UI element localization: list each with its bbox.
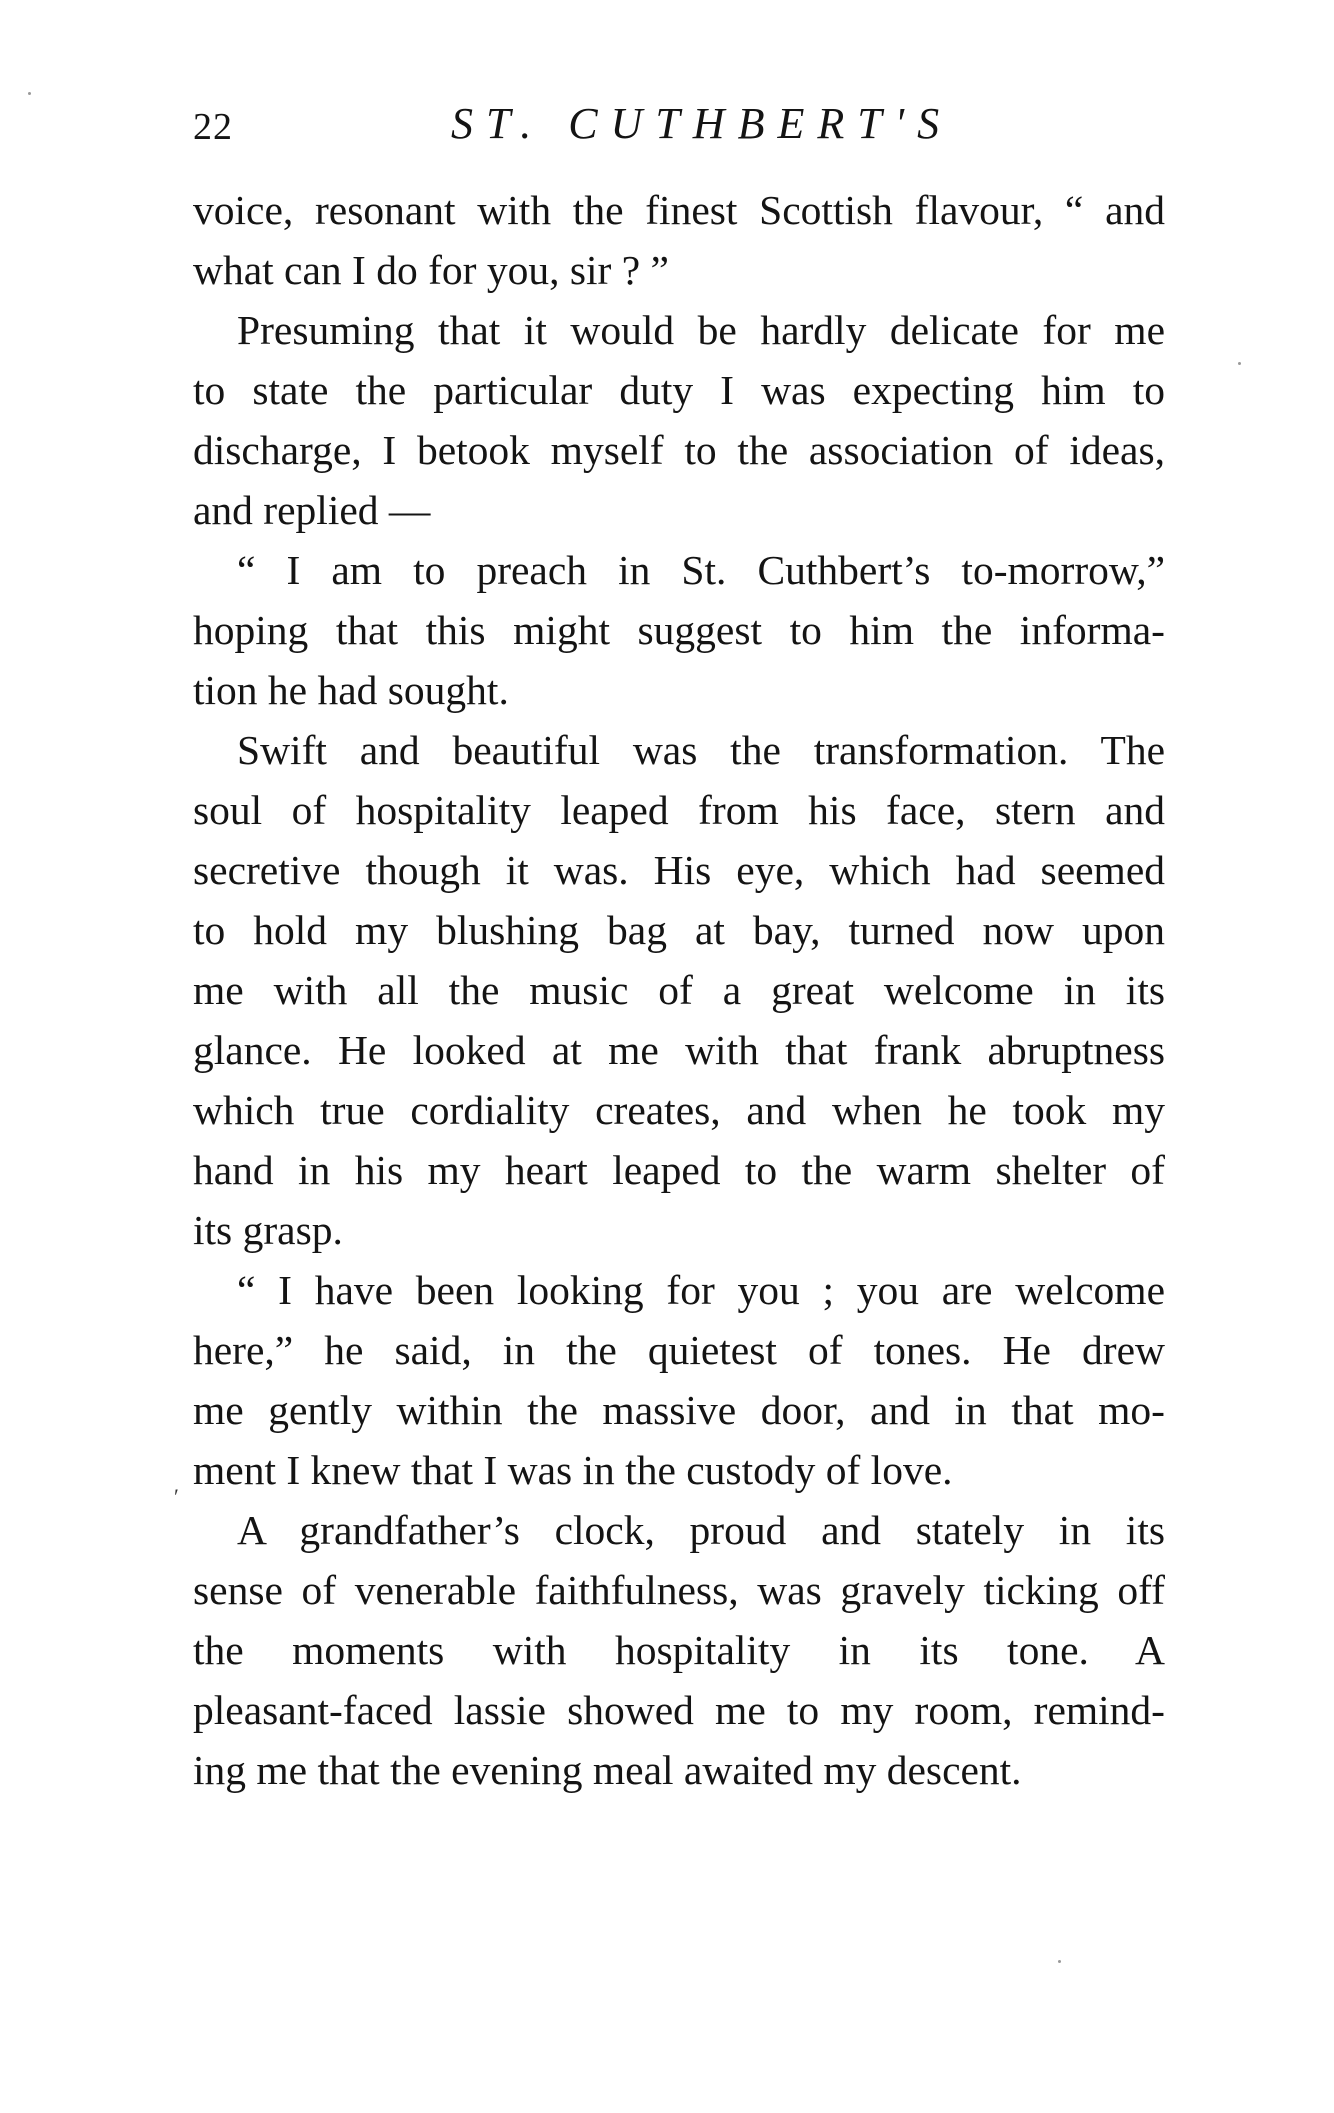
text-line: which true cordiality creates, and when he took my — [193, 1087, 1165, 1133]
paper-speck — [1058, 1960, 1061, 1963]
text-line: here,” he said, in the quietest of tones. He drew — [193, 1327, 1165, 1373]
text-line: Presuming that it would be hardly delicate for me — [237, 307, 1165, 353]
margin-ink-mark: ′ — [174, 1484, 179, 1509]
text-line: sense of venerable faithfulness, was gravely ticking off — [193, 1567, 1165, 1613]
text-line: tion he had sought. — [193, 667, 509, 713]
text-line: and replied — — [193, 487, 431, 533]
text-line: glance. He looked at me with that frank abruptness — [193, 1027, 1165, 1073]
text-line: soul of hospitality leaped from his face, stern and — [193, 787, 1165, 833]
text-line: pleasant-faced lassie showed me to my room, remind- — [193, 1687, 1165, 1733]
text-line: voice, resonant with the finest Scottish flavour, “ and — [193, 187, 1165, 233]
text-line: “ I have been looking for you ; you are welcome — [237, 1267, 1165, 1313]
text-line: ment I knew that I was in the custody of love. — [193, 1447, 953, 1493]
running-title: ST. CUTHBERT'S — [451, 99, 953, 148]
text-line: its grasp. — [193, 1207, 343, 1253]
running-head — [193, 96, 1165, 156]
text-line: Swift and beautiful was the transformation. The — [237, 727, 1165, 773]
text-line: ing me that the evening meal awaited my descent. — [193, 1747, 1022, 1793]
text-line: “ I am to preach in St. Cuthbert’s to-morrow,” — [237, 547, 1165, 593]
text-line: to state the particular duty I was expecting him to — [193, 367, 1165, 413]
paper-speck — [1238, 362, 1241, 365]
paper-speck — [28, 92, 31, 95]
text-line: me gently within the massive door, and in that mo- — [193, 1387, 1165, 1433]
text-line: me with all the music of a great welcome in its — [193, 967, 1165, 1013]
page-number: 22 — [193, 106, 233, 148]
text-line: A grandfather’s clock, proud and stately in its — [237, 1507, 1165, 1553]
text-line: the moments with hospitality in its tone. A — [193, 1627, 1165, 1673]
text-line: what can I do for you, sir ? ” — [193, 247, 669, 293]
text-line: to hold my blushing bag at bay, turned now upon — [193, 907, 1165, 953]
text-line: secretive though it was. His eye, which had seemed — [193, 847, 1165, 893]
text-line: hoping that this might suggest to him the informa- — [193, 607, 1165, 653]
text-line: discharge, I betook myself to the association of ideas, — [193, 427, 1165, 473]
text-line: hand in his my heart leaped to the warm shelter of — [193, 1147, 1165, 1193]
body-text — [193, 180, 1165, 1800]
